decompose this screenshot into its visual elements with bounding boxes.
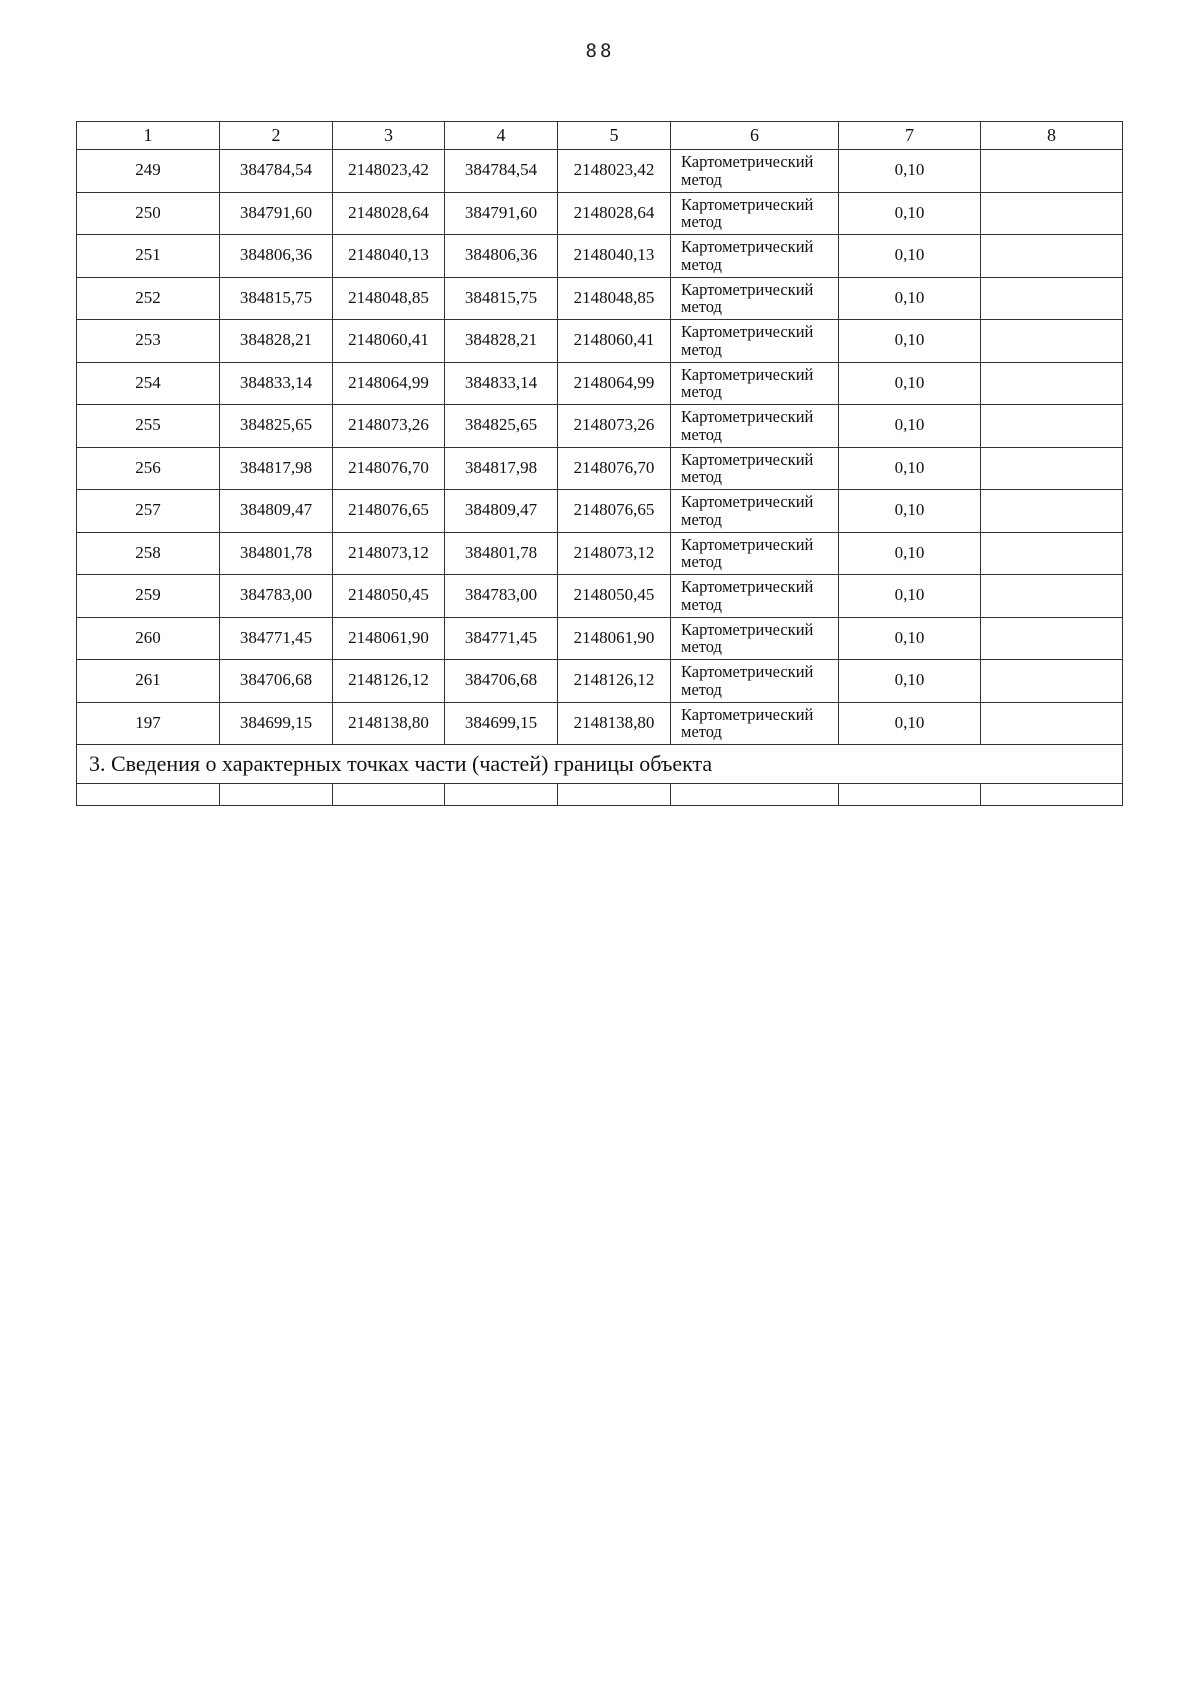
method-cell xyxy=(671,150,839,193)
y-coordinate-2-cell: 2148073,26 xyxy=(558,405,671,448)
note-cell xyxy=(981,192,1123,235)
method-text-line: метод xyxy=(681,509,722,529)
accuracy-cell: 0,10 xyxy=(839,617,981,660)
point-number-cell: 257 xyxy=(77,490,220,533)
table-row xyxy=(77,660,1123,703)
y-coordinate-cell: 2148028,64 xyxy=(333,192,445,235)
x-coordinate-2-cell: 384706,68 xyxy=(445,660,558,703)
table-row xyxy=(77,150,1123,193)
y-coordinate-2-cell: 2148048,85 xyxy=(558,277,671,320)
method-cell xyxy=(671,405,839,448)
note-cell xyxy=(981,490,1123,533)
accuracy-cell: 0,10 xyxy=(839,362,981,405)
y-coordinate-2-cell: 2148050,45 xyxy=(558,575,671,618)
table-row xyxy=(77,277,1123,320)
point-number-cell: 251 xyxy=(77,235,220,278)
method-text-line: Картометрический xyxy=(681,237,814,257)
method-text-line: Картометрический xyxy=(681,449,814,469)
note-cell xyxy=(981,575,1123,618)
x-coordinate-cell: 384791,60 xyxy=(220,192,333,235)
method-cell xyxy=(671,702,839,745)
point-number-cell: 259 xyxy=(77,575,220,618)
x-coordinate-cell: 384771,45 xyxy=(220,617,333,660)
empty-cell xyxy=(671,784,839,806)
method-text-line: метод xyxy=(681,594,722,614)
column-header-6: 6 xyxy=(671,122,839,150)
y-coordinate-cell: 2148060,41 xyxy=(333,320,445,363)
y-coordinate-cell: 2148076,65 xyxy=(333,490,445,533)
x-coordinate-cell: 384783,00 xyxy=(220,575,333,618)
method-text-line: метод xyxy=(681,679,722,699)
note-cell xyxy=(981,532,1123,575)
x-coordinate-2-cell: 384791,60 xyxy=(445,192,558,235)
point-number-cell: 254 xyxy=(77,362,220,405)
y-coordinate-cell: 2148138,80 xyxy=(333,702,445,745)
note-cell xyxy=(981,447,1123,490)
y-coordinate-cell: 2148050,45 xyxy=(333,575,445,618)
column-header-3: 3 xyxy=(333,122,445,150)
note-cell xyxy=(981,660,1123,703)
column-header-4: 4 xyxy=(445,122,558,150)
coordinates-table xyxy=(76,121,1123,806)
column-header-2: 2 xyxy=(220,122,333,150)
x-coordinate-2-cell: 384825,65 xyxy=(445,405,558,448)
x-coordinate-cell: 384817,98 xyxy=(220,447,333,490)
x-coordinate-2-cell: 384771,45 xyxy=(445,617,558,660)
table-header-row xyxy=(77,122,1123,150)
accuracy-cell: 0,10 xyxy=(839,702,981,745)
method-text-line: метод xyxy=(681,424,722,444)
method-text-line: Картометрический xyxy=(681,619,814,639)
empty-cell xyxy=(981,784,1123,806)
method-text-line: метод xyxy=(681,169,722,189)
method-text-line: Картометрический xyxy=(681,577,814,597)
x-coordinate-cell: 384801,78 xyxy=(220,532,333,575)
point-number-cell: 256 xyxy=(77,447,220,490)
y-coordinate-cell: 2148073,12 xyxy=(333,532,445,575)
table-row xyxy=(77,702,1123,745)
note-cell xyxy=(981,702,1123,745)
x-coordinate-2-cell: 384809,47 xyxy=(445,490,558,533)
table-row xyxy=(77,532,1123,575)
method-text-line: Картометрический xyxy=(681,152,814,172)
y-coordinate-2-cell: 2148138,80 xyxy=(558,702,671,745)
y-coordinate-cell: 2148048,85 xyxy=(333,277,445,320)
y-coordinate-cell: 2148076,70 xyxy=(333,447,445,490)
method-text-line: Картометрический xyxy=(681,534,814,554)
y-coordinate-2-cell: 2148061,90 xyxy=(558,617,671,660)
y-coordinate-cell: 2148040,13 xyxy=(333,235,445,278)
accuracy-cell: 0,10 xyxy=(839,532,981,575)
table-row xyxy=(77,192,1123,235)
method-cell xyxy=(671,660,839,703)
point-number-cell: 249 xyxy=(77,150,220,193)
y-coordinate-2-cell: 2148073,12 xyxy=(558,532,671,575)
method-text-line: Картометрический xyxy=(681,322,814,342)
table-row xyxy=(77,490,1123,533)
accuracy-cell: 0,10 xyxy=(839,192,981,235)
table-row xyxy=(77,447,1123,490)
method-cell xyxy=(671,490,839,533)
accuracy-cell: 0,10 xyxy=(839,447,981,490)
note-cell xyxy=(981,277,1123,320)
empty-cell xyxy=(220,784,333,806)
method-cell xyxy=(671,235,839,278)
method-cell xyxy=(671,277,839,320)
table-row xyxy=(77,617,1123,660)
note-cell xyxy=(981,617,1123,660)
y-coordinate-2-cell: 2148040,13 xyxy=(558,235,671,278)
method-text-line: метод xyxy=(681,722,722,742)
column-header-7: 7 xyxy=(839,122,981,150)
x-coordinate-2-cell: 384817,98 xyxy=(445,447,558,490)
point-number-cell: 252 xyxy=(77,277,220,320)
x-coordinate-cell: 384828,21 xyxy=(220,320,333,363)
x-coordinate-2-cell: 384815,75 xyxy=(445,277,558,320)
method-cell xyxy=(671,362,839,405)
x-coordinate-cell: 384809,47 xyxy=(220,490,333,533)
method-cell xyxy=(671,532,839,575)
section-title: 3. Сведения о характерных точках части (частей) границы объекта xyxy=(77,745,1123,784)
method-text-line: метод xyxy=(681,212,722,232)
point-number-cell: 255 xyxy=(77,405,220,448)
empty-cell xyxy=(77,784,220,806)
accuracy-cell: 0,10 xyxy=(839,235,981,278)
point-number-cell: 261 xyxy=(77,660,220,703)
note-cell xyxy=(981,405,1123,448)
table-row xyxy=(77,320,1123,363)
method-text-line: метод xyxy=(681,339,722,359)
x-coordinate-cell: 384825,65 xyxy=(220,405,333,448)
y-coordinate-cell: 2148064,99 xyxy=(333,362,445,405)
empty-cell xyxy=(445,784,558,806)
section-title-row xyxy=(77,745,1123,784)
method-text-line: метод xyxy=(681,297,722,317)
method-text-line: метод xyxy=(681,254,722,274)
accuracy-cell: 0,10 xyxy=(839,490,981,533)
point-number-cell: 250 xyxy=(77,192,220,235)
x-coordinate-2-cell: 384783,00 xyxy=(445,575,558,618)
accuracy-cell: 0,10 xyxy=(839,277,981,320)
empty-row xyxy=(77,784,1123,806)
method-cell xyxy=(671,447,839,490)
note-cell xyxy=(981,150,1123,193)
column-header-1: 1 xyxy=(77,122,220,150)
x-coordinate-2-cell: 384699,15 xyxy=(445,702,558,745)
accuracy-cell: 0,10 xyxy=(839,405,981,448)
empty-cell xyxy=(839,784,981,806)
y-coordinate-2-cell: 2148076,70 xyxy=(558,447,671,490)
y-coordinate-2-cell: 2148023,42 xyxy=(558,150,671,193)
x-coordinate-cell: 384806,36 xyxy=(220,235,333,278)
y-coordinate-2-cell: 2148076,65 xyxy=(558,490,671,533)
x-coordinate-2-cell: 384801,78 xyxy=(445,532,558,575)
column-header-8: 8 xyxy=(981,122,1123,150)
accuracy-cell: 0,10 xyxy=(839,320,981,363)
method-text-line: Картометрический xyxy=(681,662,814,682)
method-cell xyxy=(671,575,839,618)
method-text-line: метод xyxy=(681,552,722,572)
y-coordinate-cell: 2148061,90 xyxy=(333,617,445,660)
accuracy-cell: 0,10 xyxy=(839,150,981,193)
point-number-cell: 197 xyxy=(77,702,220,745)
note-cell xyxy=(981,320,1123,363)
y-coordinate-2-cell: 2148126,12 xyxy=(558,660,671,703)
method-text-line: Картометрический xyxy=(681,492,814,512)
table-row xyxy=(77,575,1123,618)
accuracy-cell: 0,10 xyxy=(839,575,981,618)
x-coordinate-2-cell: 384784,54 xyxy=(445,150,558,193)
method-text-line: метод xyxy=(681,382,722,402)
table-row xyxy=(77,405,1123,448)
note-cell xyxy=(981,362,1123,405)
x-coordinate-2-cell: 384833,14 xyxy=(445,362,558,405)
x-coordinate-cell: 384833,14 xyxy=(220,362,333,405)
method-text-line: Картометрический xyxy=(681,704,814,724)
method-cell xyxy=(671,320,839,363)
x-coordinate-cell: 384815,75 xyxy=(220,277,333,320)
column-header-5: 5 xyxy=(558,122,671,150)
empty-cell xyxy=(558,784,671,806)
x-coordinate-2-cell: 384806,36 xyxy=(445,235,558,278)
point-number-cell: 260 xyxy=(77,617,220,660)
page-number: 88 xyxy=(585,40,615,62)
method-cell xyxy=(671,192,839,235)
method-text-line: Картометрический xyxy=(681,279,814,299)
method-cell xyxy=(671,617,839,660)
method-text-line: метод xyxy=(681,467,722,487)
note-cell xyxy=(981,235,1123,278)
y-coordinate-2-cell: 2148060,41 xyxy=(558,320,671,363)
x-coordinate-cell: 384706,68 xyxy=(220,660,333,703)
y-coordinate-cell: 2148126,12 xyxy=(333,660,445,703)
method-text-line: Картометрический xyxy=(681,407,814,427)
y-coordinate-cell: 2148073,26 xyxy=(333,405,445,448)
x-coordinate-2-cell: 384828,21 xyxy=(445,320,558,363)
y-coordinate-2-cell: 2148064,99 xyxy=(558,362,671,405)
method-text-line: Картометрический xyxy=(681,364,814,384)
table-row xyxy=(77,362,1123,405)
point-number-cell: 258 xyxy=(77,532,220,575)
table-row xyxy=(77,235,1123,278)
accuracy-cell: 0,10 xyxy=(839,660,981,703)
method-text-line: Картометрический xyxy=(681,194,814,214)
x-coordinate-cell: 384699,15 xyxy=(220,702,333,745)
y-coordinate-2-cell: 2148028,64 xyxy=(558,192,671,235)
point-number-cell: 253 xyxy=(77,320,220,363)
x-coordinate-cell: 384784,54 xyxy=(220,150,333,193)
empty-cell xyxy=(333,784,445,806)
method-text-line: метод xyxy=(681,637,722,657)
y-coordinate-cell: 2148023,42 xyxy=(333,150,445,193)
